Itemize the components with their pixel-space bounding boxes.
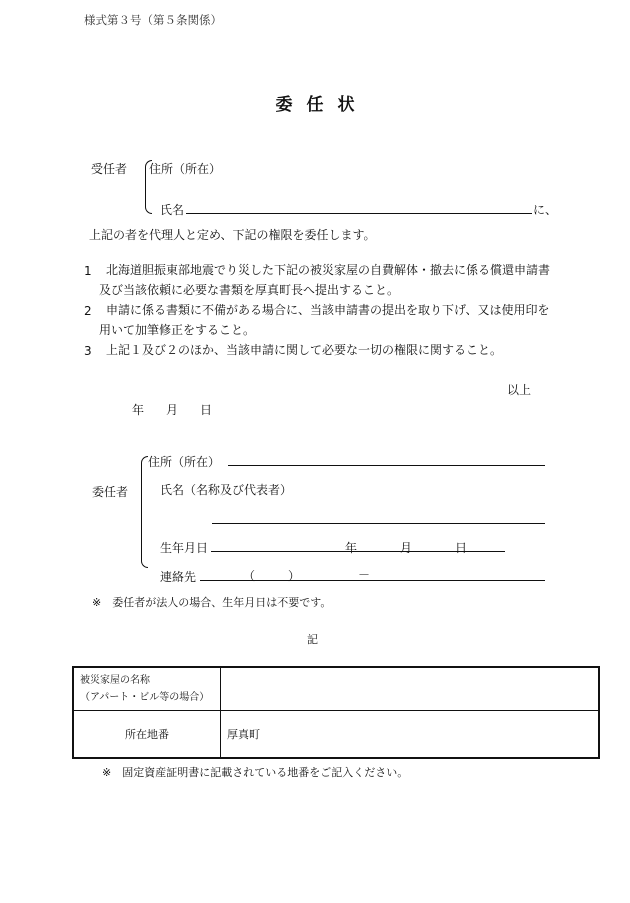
item-number: 3	[84, 344, 92, 358]
principal-bracket	[141, 456, 148, 568]
property-name-label: 被災家屋の名称	[80, 675, 150, 686]
date-day: 日	[200, 403, 213, 417]
item-number: 1	[84, 264, 92, 278]
principal-birth-label: 生年月日	[160, 541, 209, 555]
principal-name-label: 氏名（名称及び代表者）	[160, 483, 293, 497]
property-name-sublabel: （アパート・ビル等の場合）	[80, 692, 210, 703]
principal-contact-label: 連絡先	[160, 570, 197, 584]
ki-heading: 記	[307, 633, 318, 646]
item-text: 申請に係る書類に不備がある場合に、当該申請書の提出を取り下げ、又は使用印を用いて加筆修正をすること。	[99, 303, 550, 337]
agent-name-label: 氏名	[160, 203, 185, 217]
table-row	[73, 711, 599, 759]
agent-address-label: 住所（所在）	[149, 162, 222, 176]
principal-address-label: 住所（所在）	[148, 455, 221, 469]
item-number: 2	[84, 304, 92, 318]
lot-note: ※ 固定資産証明書に記載されている地番をご記入ください。	[102, 766, 409, 779]
corporate-note: ※ 委任者が法人の場合、生年月日は不要です。	[92, 596, 332, 609]
delegation-statement: 上記の者を代理人と定め、下記の権限を委任します。	[89, 228, 376, 242]
date-year: 年	[132, 403, 145, 417]
form-number: 様式第３号（第５条関係）	[84, 13, 222, 27]
date-month: 月	[166, 403, 179, 417]
agent-label: 受任者	[91, 162, 128, 176]
contact-paren-close: ）	[288, 569, 301, 583]
property-table	[72, 666, 600, 759]
principal-birth-day: 日	[455, 541, 468, 555]
contact-dash: －	[358, 568, 371, 582]
principal-name-field[interactable]	[212, 523, 545, 524]
lot-number-label: 所在地番	[73, 711, 221, 759]
agent-name-suffix: に、	[533, 203, 558, 217]
contact-paren-open: （	[243, 569, 256, 583]
principal-label: 委任者	[92, 485, 129, 499]
table-row	[73, 667, 599, 711]
principal-address-field[interactable]	[228, 465, 545, 466]
document-title: 委任状	[275, 95, 369, 115]
closing-text: 以上	[507, 383, 532, 397]
property-name-label-cell	[73, 667, 221, 711]
principal-birth-month: 月	[400, 541, 413, 555]
item-text: 上記１及び２のほか、当該申請に関して必要な一切の権限に関すること。	[106, 343, 503, 357]
lot-number-value[interactable]: 厚真町	[221, 711, 600, 759]
item-text: 北海道胆振東部地震でり災した下記の被災家屋の自費解体・撤去に係る償還申請書及び当該依頼に必要な書類を厚真町長へ提出すること。	[99, 263, 551, 297]
property-name-value[interactable]	[221, 667, 600, 711]
principal-birth-year: 年	[345, 541, 358, 555]
agent-name-field[interactable]	[186, 213, 532, 214]
